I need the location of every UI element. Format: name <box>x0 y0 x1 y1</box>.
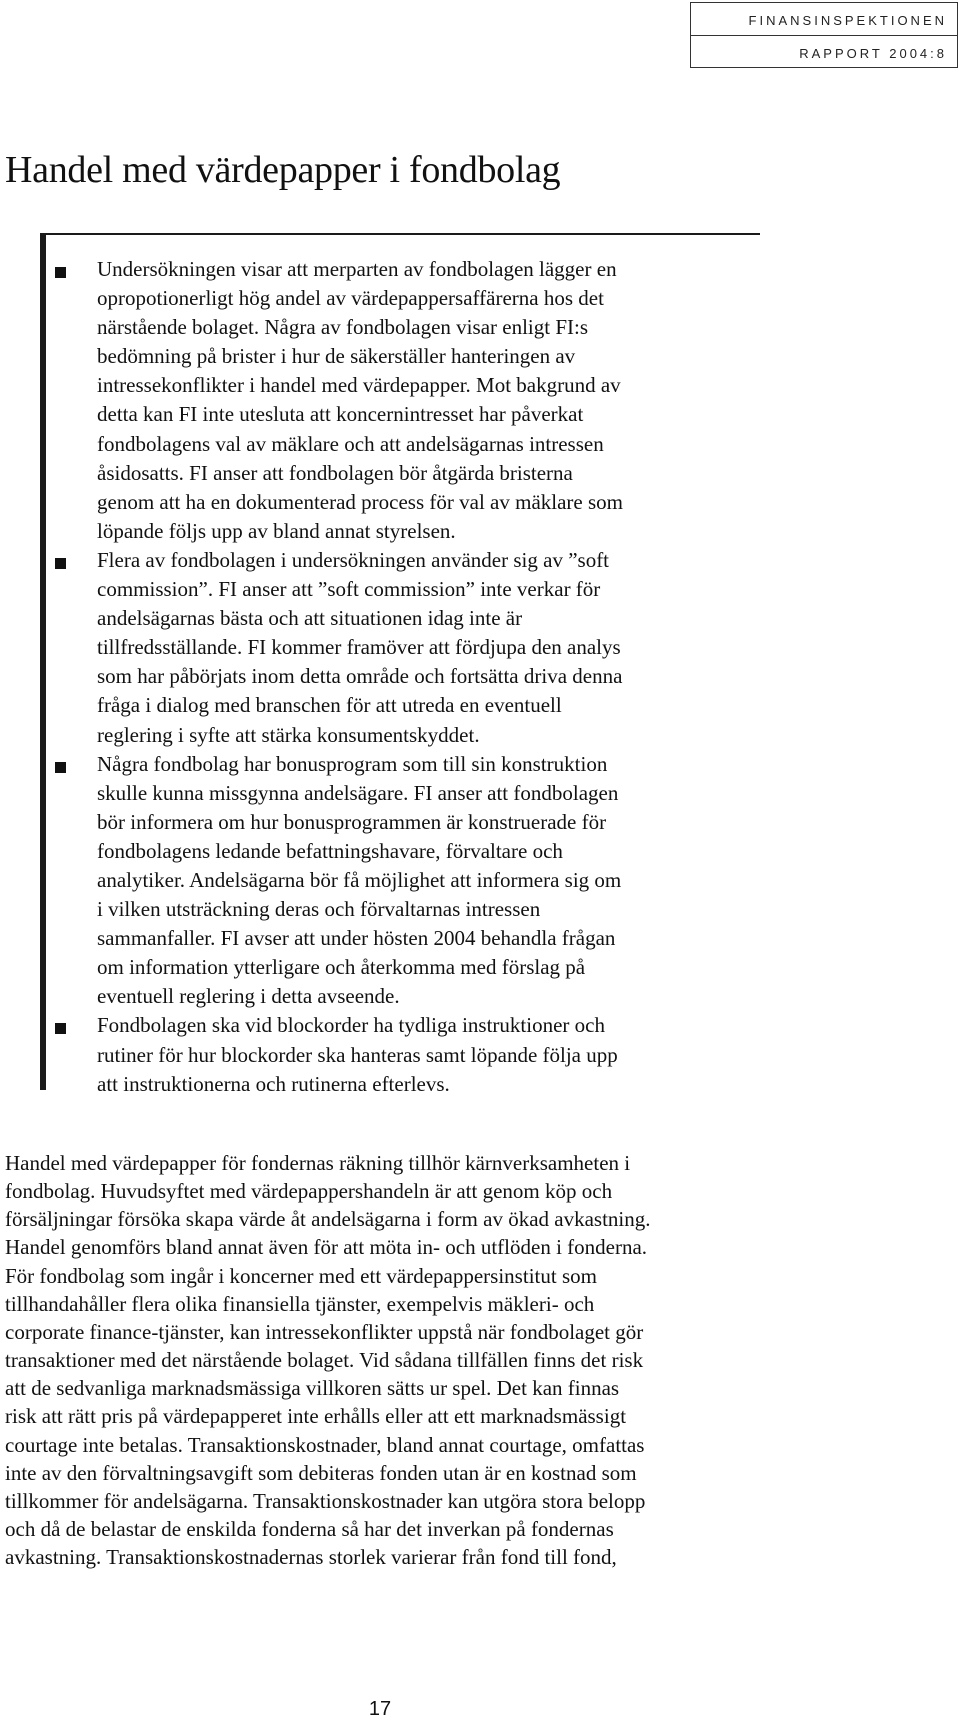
text-line: som har påbörjats inom detta område och fortsätta driva denna <box>97 664 623 689</box>
square-bullet-icon <box>55 1023 66 1034</box>
text-line: närstående bolaget. Några av fondbolagen visar enligt FI:s <box>97 315 589 340</box>
text-line: löpande följs upp av bland annat styrelsen. <box>97 518 456 543</box>
text-line: courtage inte betalas. Transaktionskostnader, bland annat courtage, omfattas <box>5 1432 645 1457</box>
text-line: andelsägarnas bästa och att situationen idag inte är <box>97 606 523 631</box>
text-line: fråga i dialog med branschen för att utreda en eventuell <box>97 693 562 718</box>
body-paragraph <box>5 1149 955 1571</box>
summary-bullet-text <box>97 1011 797 1098</box>
text-line: transaktioner med det närstående bolaget. Vid sådana tillfällen finns det risk <box>5 1348 644 1373</box>
summary-box <box>40 233 760 1096</box>
report-header-box <box>690 2 958 68</box>
summary-bullet-item <box>97 1011 797 1098</box>
text-line: risk att rätt pris på värdepapperet inte erhålls eller att ett marknadsmässigt <box>5 1404 627 1429</box>
header-agency: FINANSINSPEKTIONEN <box>748 13 947 28</box>
text-line: detta kan FI inte utesluta att koncernintresset har påverkat <box>97 402 584 427</box>
summary-bullet-text <box>97 546 797 750</box>
text-line: Flera av fondbolagen i undersökningen använder sig av ”soft <box>97 547 610 572</box>
text-line: sammanfaller. FI avser att under hösten 2004 behandla frågan <box>97 926 616 951</box>
text-line: och då de belastar de enskilda fonderna så har det inverkan på fondernas <box>5 1517 614 1542</box>
square-bullet-icon <box>55 267 66 278</box>
text-line: skulle kunna missgynna andelsägare. FI anser att fondbolagen <box>97 780 619 805</box>
page-title: Handel med värdepapper i fondbolag <box>5 149 561 191</box>
text-line: fondbolagens ledande befattningshavare, förvaltare och <box>97 838 563 863</box>
text-line: om information ytterligare och återkomma med förslag på <box>97 955 586 980</box>
header-report-number: RAPPORT 2004:8 <box>799 46 947 61</box>
text-line: inte av den förvaltningsavgift som debiteras fonden utan är en kostnad som <box>5 1460 637 1485</box>
text-line: bör informera om hur bonusprogrammen är konstruerade för <box>97 809 607 834</box>
text-line: att instruktionerna och rutinerna efterlevs. <box>97 1071 450 1096</box>
text-line: corporate finance-tjänster, kan intressekonflikter uppstå när fondbolaget gör <box>5 1319 644 1344</box>
text-line: Handel genomförs bland annat även för att möta in- och utflöden i fonderna. <box>5 1235 648 1260</box>
text-line: försäljningar försöka skapa värde åt andelsägarna i form av ökad avkastning. <box>5 1207 651 1232</box>
summary-bullet-list <box>97 255 797 1099</box>
header-divider <box>691 35 957 36</box>
text-line: opropotionerligt hög andel av värdepappersaffärerna hos det <box>97 286 604 311</box>
text-line: commission”. FI anser att ”soft commission” inte verkar för <box>97 577 601 602</box>
text-line: reglering i syfte att stärka konsumentskyddet. <box>97 722 480 747</box>
text-line: rutiner för hur blockorder ska hanteras samt löpande följa upp <box>97 1042 618 1067</box>
text-line: Undersökningen visar att merparten av fondbolagen lägger en <box>97 257 617 281</box>
text-line: avkastning. Transaktionskostnadernas storlek varierar från fond till fond, <box>5 1545 617 1570</box>
text-line: åsidosatts. FI anser att fondbolagen bör åtgärda bristerna <box>97 460 573 485</box>
text-line: tillhandahåller flera olika finansiella tjänster, exempelvis mäkleri- och <box>5 1291 595 1316</box>
text-line: För fondbolag som ingår i koncerner med ett värdepappersinstitut som <box>5 1263 597 1288</box>
text-line: Några fondbolag har bonusprogram som till sin konstruktion <box>97 751 608 776</box>
text-line: att de sedvanliga marknadsmässiga villkoren sätts ur spel. Det kan finnas <box>5 1376 620 1401</box>
square-bullet-icon <box>55 558 66 569</box>
text-line: i vilken utsträckning deras och förvaltarnas intressen <box>97 897 541 922</box>
text-line: tillfredsställande. FI kommer framöver att fördjupa den analys <box>97 635 621 660</box>
summary-bullet-item <box>97 255 797 546</box>
text-line: genom att ha en dokumenterad process för val av mäklare som <box>97 489 623 514</box>
text-line: Fondbolagen ska vid blockorder ha tydliga instruktioner och <box>97 1013 605 1038</box>
text-line: intressekonflikter i handel med värdepapper. Mot bakgrund av <box>97 373 621 398</box>
text-line: bedömning på brister i hur de säkerställer hanteringen av <box>97 344 576 369</box>
text-line: eventuell reglering i detta avseende. <box>97 984 400 1009</box>
summary-bullet-item <box>97 750 797 1012</box>
summary-top-rule <box>40 233 760 235</box>
text-line: Handel med värdepapper för fondernas räkning tillhör kärnverksamheten i <box>5 1151 631 1175</box>
summary-bullet-text <box>97 750 797 1012</box>
square-bullet-icon <box>55 762 66 773</box>
text-line: fondbolagens val av mäklare och att andelsägarnas intressen <box>97 431 604 456</box>
text-line: analytiker. Andelsägarna bör få möjlighet att informera sig om <box>97 867 622 892</box>
summary-left-bar <box>40 233 46 1090</box>
summary-bullet-text <box>97 255 797 546</box>
page-number: 17 <box>368 1698 392 1720</box>
text-line: fondbolag. Huvudsyftet med värdepappershandeln är att genom köp och <box>5 1179 613 1204</box>
summary-bullet-item <box>97 546 797 750</box>
text-line: tillkommer för andelsägarna. Transaktionskostnader kan utgöra stora belopp <box>5 1488 646 1513</box>
